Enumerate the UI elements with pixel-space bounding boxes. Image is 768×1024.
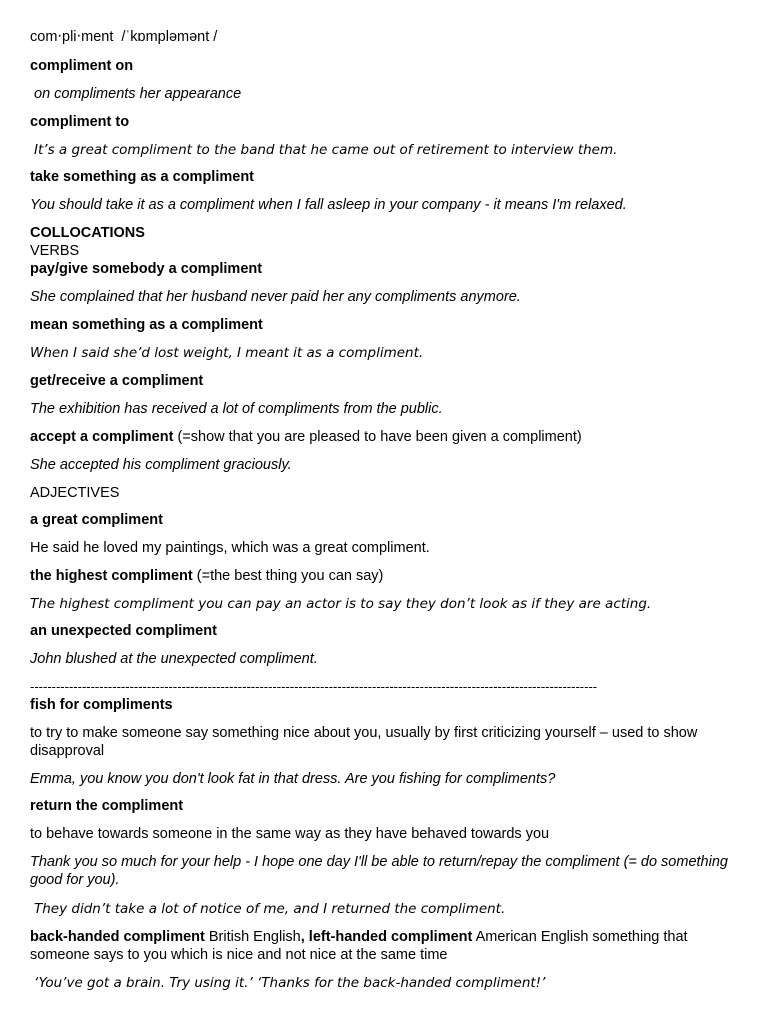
example-accept: She accepted his compliment graciously.: [30, 457, 292, 473]
entry-header: [30, 28, 744, 46]
example-highest: The highest compliment you can pay an actor is to say they don’t look as if they are acting.: [30, 596, 652, 612]
example-fish-for-compliments: Emma, you know you don't look fat in that dress. Are you fishing for compliments?: [30, 771, 556, 787]
idiom-back-handed-head: back-handed compliment: [30, 929, 205, 945]
example-return-the-compliment: Thank you so much for your help - I hope one day I'll be able to return/repay the compliment (= do something good for you).: [30, 854, 728, 888]
collocation-highest: [30, 567, 744, 585]
example-back-handed: ‘You’ve got a brain. Try using it.’ ‘Thanks for the back-handed compliment!’: [34, 975, 546, 991]
idiom-fish-for-compliments: fish for compliments: [30, 697, 173, 713]
collocation-mean-as: mean something as a compliment: [30, 317, 263, 333]
example-unexpected: John blushed at the unexpected compliment.: [30, 651, 318, 667]
idiom-return-the-compliment: return the compliment: [30, 798, 184, 814]
example-take-as-compliment: You should take it as a compliment when I fall asleep in your company - it means I'm relaxed.: [30, 197, 627, 213]
definition-back-handed: American English something that someone says to you which is nice and not nice at the same time: [30, 929, 688, 963]
idiom-back-handed-compliment: [30, 928, 744, 964]
example-get-receive: The exhibition has received a lot of compliments from the public.: [30, 401, 443, 417]
collocation-highest-note: (=the best thing you can say): [192, 568, 384, 584]
example-returned-the-compliment: They didn’t take a lot of notice of me, and I returned the compliment.: [34, 901, 506, 917]
collocation-highest-head: the highest compliment: [30, 568, 193, 584]
collocation-unexpected: an unexpected compliment: [30, 623, 217, 639]
idiom-left-handed-head: , left-handed compliment: [300, 929, 473, 945]
definition-fish-for-compliments: to try to make someone say something nice about you, usually by first criticizing yourself – used to show disapproval: [30, 725, 698, 759]
collocation-accept-head: accept a compliment: [30, 429, 174, 445]
example-compliment-on: on compliments her appearance: [34, 86, 242, 102]
example-great: He said he loved my paintings, which was a great compliment.: [30, 540, 430, 556]
headword: com‧pli‧ment: [30, 29, 114, 45]
verbs-label: VERBS: [30, 243, 80, 259]
example-mean-as: When I said she’d lost weight, I meant it as a compliment.: [30, 345, 424, 361]
idiom-back-handed-region: British English: [204, 929, 301, 945]
collocations-title: COLLOCATIONS: [30, 225, 145, 241]
phrase-compliment-on: compliment on: [30, 58, 134, 74]
phrase-take-as-compliment: take something as a compliment: [30, 169, 255, 185]
phrase-compliment-to: compliment to: [30, 114, 130, 130]
collocation-pay-give: pay/give somebody a compliment: [30, 261, 263, 277]
collocation-great: a great compliment: [30, 512, 163, 528]
section-divider: -----------------------------------------------------------------------------------------------------------------------------------: [30, 679, 598, 694]
example-pay-give: She complained that her husband never paid her any compliments anymore.: [30, 289, 521, 305]
collocation-get-receive: get/receive a compliment: [30, 373, 204, 389]
adjectives-label: ADJECTIVES: [30, 485, 120, 501]
pronunciation: /ˈkɒmpləmənt /: [121, 29, 218, 45]
example-compliment-to: It’s a great compliment to the band that he came out of retirement to interview them.: [34, 142, 618, 158]
collocation-accept-note: (=show that you are pleased to have been given a compliment): [173, 429, 582, 445]
collocation-accept: [30, 428, 744, 446]
definition-return-the-compliment: to behave towards someone in the same way as they have behaved towards you: [30, 826, 550, 842]
